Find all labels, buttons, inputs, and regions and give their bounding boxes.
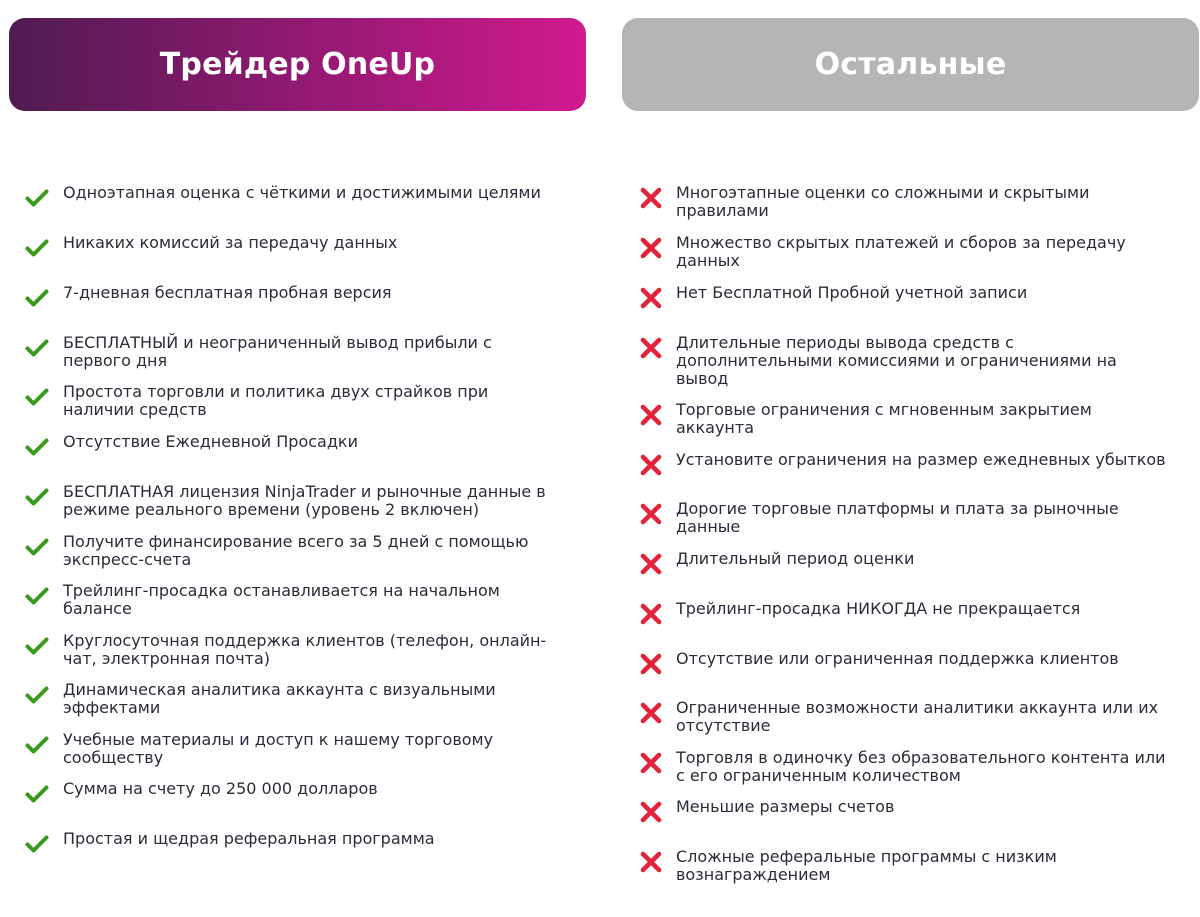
others-feature-item-line1: Установите ограничения на размер ежедневных убытков	[676, 450, 1166, 469]
others-feature-item-text	[676, 848, 1196, 884]
oneup-feature-item-line1: Простота торговли и политика двух страйков при	[63, 382, 489, 401]
oneup-feature-item-line1: Сумма на счету до 250 000 долларов	[63, 779, 378, 798]
cross-icon	[639, 453, 663, 477]
oneup-feature-item-text	[63, 383, 573, 419]
oneup-header: Трейдер OneUp	[9, 18, 586, 111]
check-icon	[25, 236, 49, 260]
check-icon	[25, 634, 49, 658]
others-feature-item-text	[676, 600, 1196, 618]
others-feature-item-line1: Торговые ограничения с мгновенным закрытием	[676, 400, 1092, 419]
others-feature-item-line1: Множество скрытых платежей и сборов за передачу	[676, 233, 1126, 252]
others-feature-item-line2: отсутствие	[676, 716, 771, 735]
oneup-feature-item-line1: Круглосуточная поддержка клиентов (телефон, онлайн-	[63, 631, 547, 650]
oneup-feature-item-text	[63, 184, 573, 202]
cross-icon	[639, 800, 663, 824]
oneup-feature-item-text	[63, 582, 573, 618]
check-icon	[25, 385, 49, 409]
cross-icon	[639, 502, 663, 526]
others-feature-item-text	[676, 334, 1196, 388]
cross-icon	[639, 236, 663, 260]
cross-icon	[639, 751, 663, 775]
others-feature-item-line1: Многоэтапные оценки со сложными и скрытыми	[676, 183, 1090, 202]
others-feature-item-text	[676, 650, 1196, 668]
others-feature-item-line2: правилами	[676, 201, 769, 220]
check-icon	[25, 186, 49, 210]
others-feature-item-text	[676, 500, 1196, 536]
others-feature-item-text	[676, 184, 1196, 220]
others-feature-item-line2: вознаграждением	[676, 865, 831, 884]
oneup-feature-item-line1: Учебные материалы и доступ к нашему торговому	[63, 730, 494, 749]
cross-icon	[639, 850, 663, 874]
oneup-feature-item-line1: 7-дневная бесплатная пробная версия	[63, 283, 392, 302]
cross-icon	[639, 403, 663, 427]
oneup-feature-item-text	[63, 731, 573, 767]
cross-icon	[639, 286, 663, 310]
others-feature-item-line1: Дорогие торговые платформы и плата за рыночные	[676, 499, 1119, 518]
oneup-feature-item-line1: Отсутствие Ежедневной Просадки	[63, 432, 358, 451]
oneup-feature-item-text	[63, 234, 573, 252]
check-icon	[25, 832, 49, 856]
check-icon	[25, 336, 49, 360]
oneup-feature-item-text	[63, 334, 573, 370]
cross-icon	[639, 701, 663, 725]
others-feature-item-line1: Сложные реферальные программы с низким	[676, 847, 1057, 866]
oneup-feature-item-line1: Простая и щедрая реферальная программа	[63, 829, 435, 848]
cross-icon	[639, 602, 663, 626]
check-icon	[25, 286, 49, 310]
check-icon	[25, 485, 49, 509]
check-icon	[25, 435, 49, 459]
oneup-feature-item-text	[63, 780, 573, 798]
others-feature-item-line1: Нет Бесплатной Пробной учетной записи	[676, 283, 1028, 302]
oneup-feature-item-text	[63, 681, 573, 717]
oneup-feature-item-line1: БЕСПЛАТНЫЙ и неограниченный вывод прибыли с	[63, 333, 492, 352]
check-icon	[25, 782, 49, 806]
cross-icon	[639, 652, 663, 676]
others-feature-item-line1: Отсутствие или ограниченная поддержка клиентов	[676, 649, 1119, 668]
oneup-feature-item-text	[63, 433, 573, 451]
others-feature-item-text	[676, 451, 1196, 469]
oneup-feature-item-line2: чат, электронная почта)	[63, 649, 271, 668]
others-feature-item-line1: Длительный период оценки	[676, 549, 915, 568]
oneup-feature-item-line1: Трейлинг-просадка останавливается на начальном	[63, 581, 500, 600]
others-feature-item-text	[676, 284, 1196, 302]
others-feature-item-line1: Меньшие размеры счетов	[676, 797, 895, 816]
check-icon	[25, 535, 49, 559]
others-feature-item-text	[676, 234, 1196, 270]
check-icon	[25, 683, 49, 707]
others-feature-item-line2: данные	[676, 517, 741, 536]
oneup-feature-item-line2: режиме реального времени (уровень 2 включен)	[63, 500, 480, 519]
others-feature-item-text	[676, 401, 1196, 437]
others-feature-item-line2: дополнительными комиссиями и ограничениями на	[676, 351, 1117, 370]
oneup-feature-item-line1: Никаких комиссий за передачу данных	[63, 233, 398, 252]
check-icon	[25, 584, 49, 608]
others-feature-item-line2: данных	[676, 251, 740, 270]
oneup-feature-item-line1: Одноэтапная оценка с чёткими и достижимыми целями	[63, 183, 541, 202]
others-feature-item-line2: с его ограниченным количеством	[676, 766, 961, 785]
others-feature-item-line1: Трейлинг-просадка НИКОГДА не прекращается	[676, 599, 1081, 618]
others-feature-item-line1: Ограниченные возможности аналитики аккаунта или их	[676, 698, 1159, 717]
oneup-feature-item-text	[63, 284, 573, 302]
oneup-feature-item-line2: балансе	[63, 599, 132, 618]
oneup-feature-item-line2: эффектами	[63, 698, 161, 717]
others-feature-item-line1: Торговля в одиночку без образовательного контента или	[676, 748, 1166, 767]
others-column	[622, 18, 1199, 884]
oneup-feature-item-text	[63, 483, 573, 519]
oneup-feature-item-line2: наличии средств	[63, 400, 207, 419]
oneup-feature-item-line1: БЕСПЛАТНАЯ лицензия NinjaTrader и рыночные данные в	[63, 482, 546, 501]
others-feature-item-text	[676, 699, 1196, 735]
others-feature-item-text	[676, 749, 1196, 785]
oneup-feature-item-line2: экспресс-счета	[63, 550, 192, 569]
others-header: Остальные	[622, 18, 1199, 111]
check-icon	[25, 733, 49, 757]
oneup-column	[9, 18, 586, 848]
cross-icon	[639, 336, 663, 360]
others-feature-item-line2: аккаунта	[676, 418, 754, 437]
oneup-feature-item-line1: Динамическая аналитика аккаунта с визуальными	[63, 680, 496, 699]
oneup-feature-item-line2: сообществу	[63, 748, 164, 767]
oneup-feature-item-text	[63, 830, 573, 848]
oneup-feature-item-text	[63, 632, 573, 668]
cross-icon	[639, 552, 663, 576]
others-feature-item-text	[676, 550, 1196, 568]
oneup-feature-item-line2: первого дня	[63, 351, 168, 370]
oneup-feature-item-text	[63, 533, 573, 569]
oneup-feature-item-line1: Получите финансирование всего за 5 дней с помощью	[63, 532, 529, 551]
others-feature-item-line3: вывод	[676, 369, 729, 388]
others-feature-item-line1: Длительные периоды вывода средств с	[676, 333, 1014, 352]
cross-icon	[639, 186, 663, 210]
others-feature-item-text	[676, 798, 1196, 816]
